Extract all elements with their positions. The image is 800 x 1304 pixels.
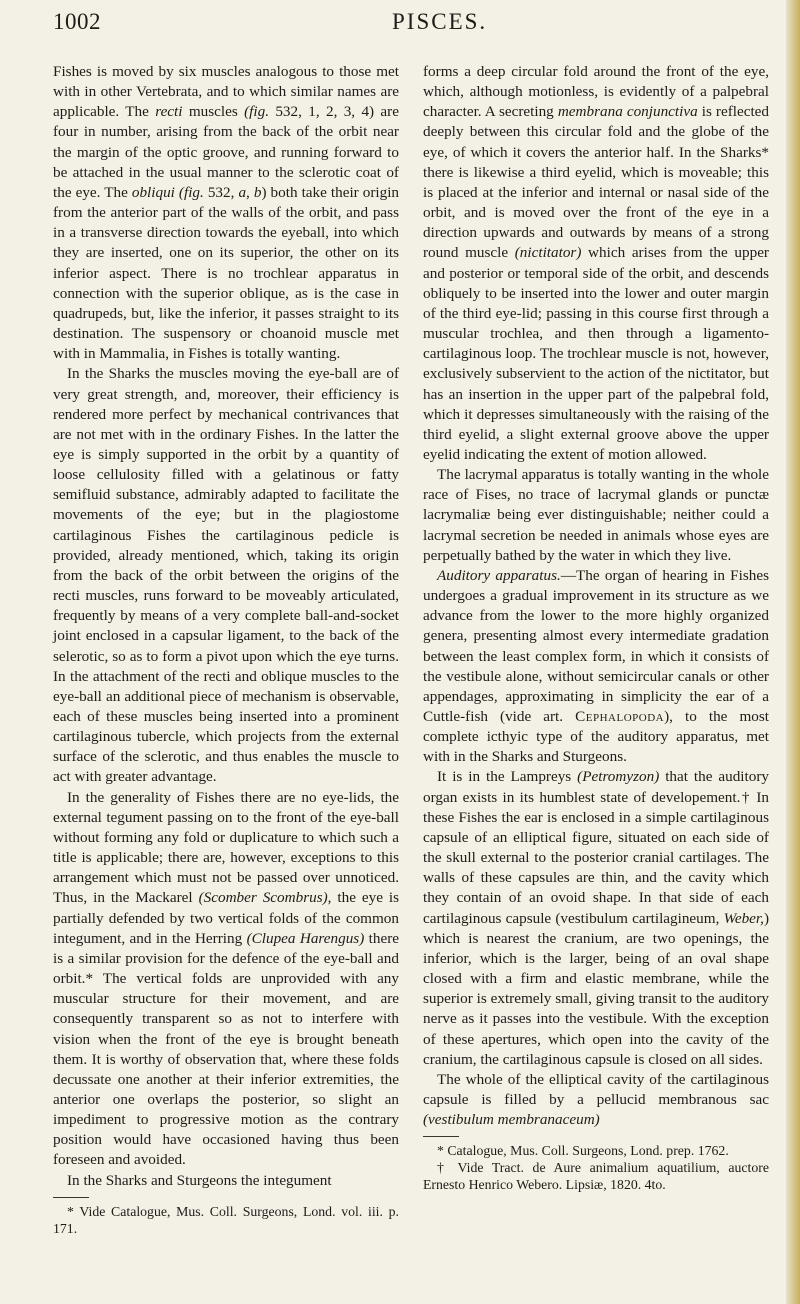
paragraph: [53, 788, 399, 1171]
footnote: † Vide Tract. de Aure animalium aquatilium, auctore Ernesto Henrico Webero. Lipsiæ, 1820. 4to.: [423, 1160, 769, 1193]
footnote-rule: [53, 1197, 89, 1198]
paragraph: [423, 62, 769, 465]
paragraph: [53, 62, 399, 364]
left-column: [53, 62, 399, 1237]
text-run: there is a similar provision for the defence of the eye-ball and orbit.* The vertical folds are unprovided with any muscular structure for their movement, and are consequently transparent so as not to interfere with vision when the front of the eye is brought beneath them. It is worthy of observation that, where these folds decussate one another at their inferior extremities, the anterior one overlaps the posterior, so slight an impediment to progressive motion as the contrary position would have occasioned having thus been foreseen and avoided.: [53, 929, 400, 1169]
footnote-rule: [423, 1136, 459, 1137]
text-run: ), to the most complete icthyic type of the auditory apparatus, met with in the Sharks and Sturgeons.: [423, 708, 769, 766]
paragraph: [423, 1070, 769, 1130]
text-run: Fishes is moved by six muscles analogous to those met with in other Vertebrata, and to which similar names are applicable. The: [53, 63, 399, 121]
page-number: 1002: [53, 9, 101, 34]
page-header: [0, 6, 786, 46]
right-column: [423, 62, 769, 1193]
text-run: The lacrymal apparatus is totally wanting in the whole race of Fises, no trace of lacrymal glands or punctæ lacrymaliæ being ever distinguishable; neither could a lacrymal secretion be needed in animals whose eyes are perpetually bathed by the water in which they live.: [423, 466, 769, 564]
italic-text: Auditory apparatus.: [437, 566, 561, 584]
text-run: In the Sharks the muscles moving the eye-ball are of very great strength, and, moreover, their efficiency is rendered more perfect by mechanical contrivances that are not met with in the ordinary Fishes. In the latter the eye is simply supported in the orbit by a quantity of loose cellulosity filled with a gelatinous or fatty semifluid substance, admirably adapted to facilitate the movements of the eye; but in the plagiostome cartilaginous Fishes the cartilaginous pedicle is provided, already mentioned, which, taking its origin from the back of the orbit between the origins of the recti muscles, runs forward to be moveably articulated, frequently by means of a very complete ball-and-socket joint enclosed in a capsular ligament, to the back of the selerotic, so as to form a pivot upon which the eye turns. In the attachment of the recti and oblique muscles to the eye-ball an additional piece of mechanism is observable, each of these muscles being inserted into a prominent cartilaginous tubercle, which projects from the external surface of the sclerotic, and thus enables the muscle to act with greater advantage.: [53, 365, 399, 786]
italic-text: (fig.: [178, 183, 204, 201]
text-run: is reflected deeply between this circular fold and the globe of the eye, of which it covers the anterior half. In the Sharks* there is likewise a third eyelid, which is moveable; this is placed at the inferior and internal or nasal side of the orbit, and is moved over the front of the eye in a direction upwards and outwards by means of a strong round muscle: [423, 103, 770, 262]
text-run: 532, 1, 2, 3, 4) are four in number, arising from the back of the orbit near the margin of the optic groove, and running forward to be attached in the usual manner to the sclerotic coat of the eye. The: [53, 103, 399, 201]
text-run: In the generality of Fishes there are no eye-lids, the external tegument passing on to the front of the eye-ball without forming any fold or duplicature to which such a title is applicable; there are, however, exceptions to this arrangement which must not be passed over unnoticed. Thus, in the Mackarel: [53, 788, 399, 907]
text-run: The whole of the elliptical cavity of the cartilaginous capsule is filled by a pellucid membranous sac: [423, 1070, 769, 1108]
text-run: which arises from the upper and posterior or temporal side of the orbit, and descends obliquely to be inserted into the lower and outer margin of the third eye-lid; passing in this course first through a muscular trochlea, and then through a ligamento-cartilaginous loop. The trochlear muscle is not, however, exclusively subservient to the action of the nictitator, but has an insertion in the upper part of the palpebral fold, which it depresses simultaneously with the raising of the third eyelid, a slight external groove above the upper eyelid indicating the extent of motion allowed.: [423, 244, 769, 463]
italic-text: recti: [155, 103, 183, 121]
italic-text: obliqui: [131, 183, 175, 201]
right-footnotes: [423, 1142, 769, 1193]
text-run: Cephalopoda: [575, 708, 665, 725]
text-run: It is in the Lampreys: [437, 768, 578, 786]
left-footnotes: [53, 1203, 399, 1237]
text-run: forms a deep circular fold around the front of the eye, which, although motionless, is evidently of a palpebral character. A secreting: [423, 63, 769, 121]
paragraph: [423, 767, 769, 1069]
footnote: * Catalogue, Mus. Coll. Surgeons, Lond. prep. 1762.: [437, 1143, 729, 1159]
paragraph: [423, 566, 769, 768]
paragraph: [423, 465, 769, 566]
page-edge: [786, 0, 800, 1304]
left-column-body: [53, 62, 399, 1191]
text-run: 532,: [203, 183, 239, 201]
text-run: that the auditory organ exists in its humblest state of developement.† In these Fishes the ear is enclosed in a simple cartilaginous capsule of an elliptical figure, situated on each side of the skull external to the posterior cranial cartilages. The walls of these capsules are thin, and the cavity which they contain of an ovoid shape. In that side of each cartilaginous capsule (vestibulum cartilagineum,: [423, 768, 769, 927]
text-run: ) which is nearest the cranium, are two openings, the inferior, which is the larger, being of an oval shape closed with a firm and elastic membrane, while the superior is extremely small, giving transit to the auditory nerve as it passes into the vestibule. With the exception of these apertures, which open into the cavity of the cranium, the cartilaginous capsule is closed on all sides.: [423, 909, 769, 1068]
italic-text: (fig.: [244, 103, 269, 121]
italic-text: (vestibulum membranaceum): [423, 1111, 600, 1129]
italic-text: (nictitator): [514, 244, 582, 262]
italic-text: (Clupea Harengus): [246, 929, 365, 947]
footnote: * Vide Catalogue, Mus. Coll. Surgeons, Lond. vol. iii. p. 171.: [53, 1203, 399, 1236]
italic-text: Weber,: [723, 909, 764, 927]
text-run: muscles: [182, 103, 245, 121]
running-title: PISCES.: [392, 9, 488, 34]
paragraph: [53, 364, 399, 787]
text-run: —The organ of hearing in Fishes undergoes a gradual improvement in its structure as we advance from the lower to the more highly organized genera, presenting almost every intermediate gradation between the least complex form, in which it consists of the vestibule alone, without semicircular canals or other appendages, approximating in simplicity the ear of a Cuttle-fish (vide art.: [423, 566, 769, 725]
italic-text: a, b: [238, 183, 262, 201]
paragraph: [53, 1171, 399, 1191]
italic-text: (Scomber Scombrus): [198, 889, 328, 907]
italic-text: membrana conjunctiva: [557, 103, 698, 121]
text-run: ) both take their origin from the anterior part of the walls of the orbit, and pass in a transverse direction towards the eyeball, into which they are inserted, one on its superior, the other on its inferior aspect. There is no trochlear apparatus in connection with the superior oblique, as is the case in quadrupeds, but, like the inferior, it passes straight to its destination. The suspensory or choanoid muscle met with in Mammalia, in Fishes is totally wanting.: [53, 183, 400, 363]
right-column-body: [423, 62, 769, 1130]
text-run: , the eye is partially defended by two vertical folds of the common integument, and in the Herring: [53, 889, 399, 947]
italic-text: (Petromyzon): [577, 768, 660, 786]
text-run: In the Sharks and Sturgeons the integument: [67, 1171, 332, 1189]
